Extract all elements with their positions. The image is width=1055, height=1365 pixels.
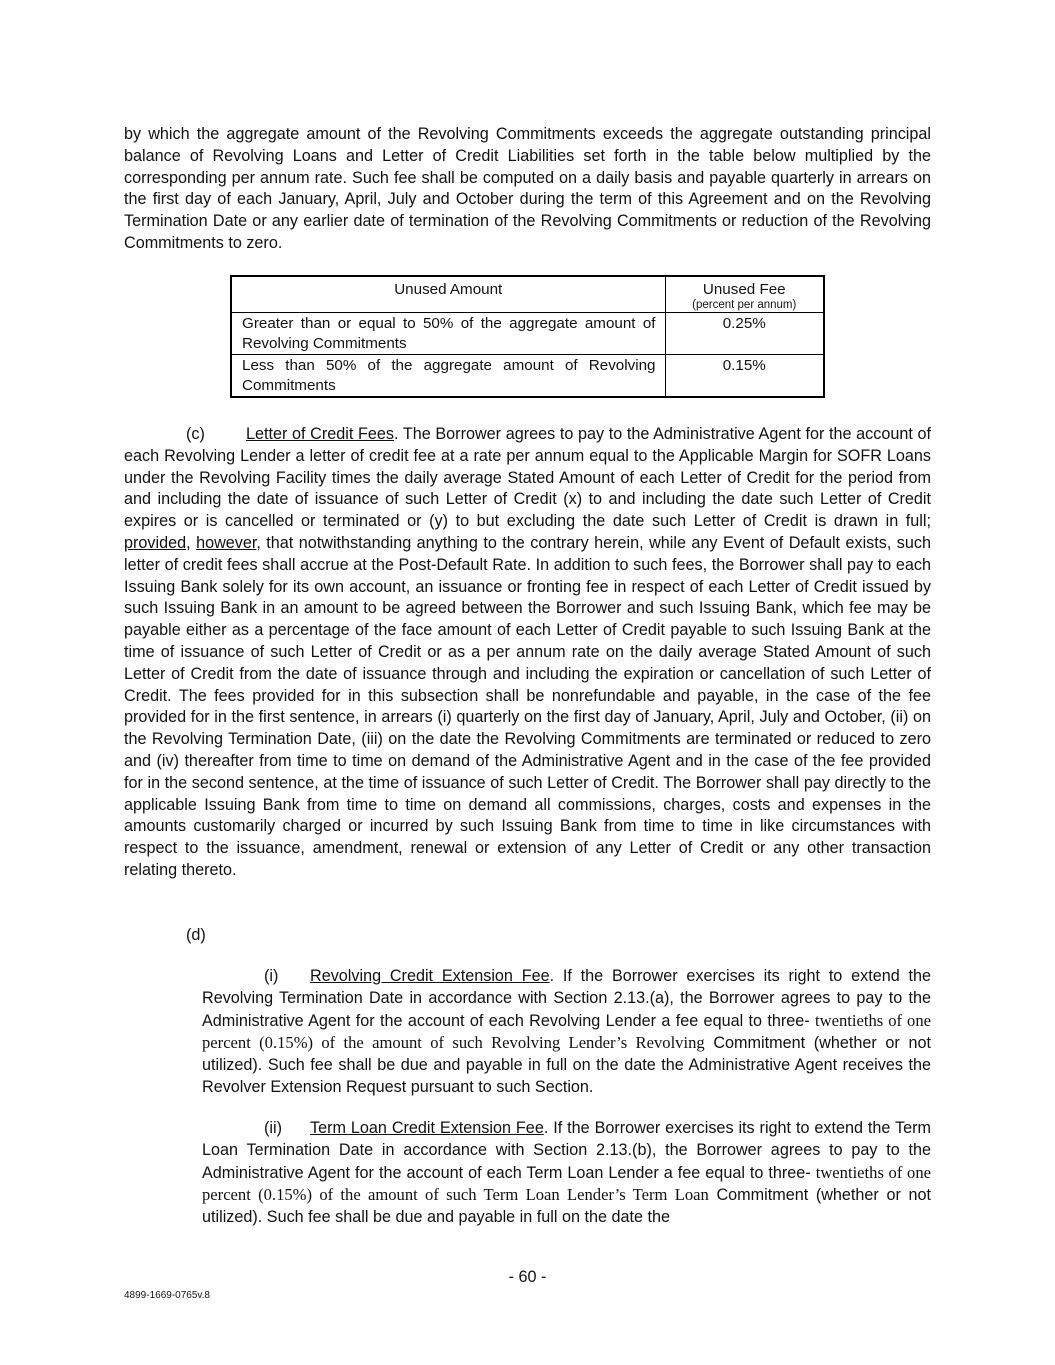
however-term: however [196, 533, 257, 552]
section-d-i-text-serif: twentieths of one percent (0.15%) of the amount of such Revolving Lender’s Revolving [202, 1010, 931, 1053]
table-row [231, 313, 824, 355]
section-d-label: (d) [186, 926, 206, 944]
row-label: Less than 50% of the aggregate amount of Revolving Commitments [231, 355, 665, 398]
section-d-i-paragraph [202, 966, 931, 1099]
section-c-title: Letter of Credit Fees [246, 425, 394, 443]
document-id: 4899-1669-0765v.8 [124, 1290, 210, 1301]
section-d-ii-text-serif: twentieths of one percent (0.15%) of the amount of such Term Loan Lender’s Term Loan [202, 1162, 931, 1205]
section-d-ii-label: (ii) [264, 1119, 282, 1137]
section-d-ii-text-2: Commitment (whether or not utilized). Such fee shall be due and payable in full on the date the [202, 1186, 931, 1227]
section-d-ii-text-1: . If the Borrower exercises its right to extend the Term Loan Termination Date in accordance with Section 2.13.(b), the Borrower agrees to pay to the Administrative Agent for the account of each Term Loan Lender a fee equal to three- [202, 1119, 932, 1182]
provided-term: provided [124, 533, 187, 552]
section-d-i-title: Revolving Credit Extension Fee [310, 967, 550, 985]
row-label: Greater than or equal to 50% of the aggregate amount of Revolving Commitments [231, 313, 665, 355]
table-row [231, 355, 824, 398]
header-unused-amount: Unused Amount [231, 276, 665, 313]
section-d-i-text-2: Commitment (whether or not utilized). Such fee shall be due and payable in full on the date the Administrative Agent receives the Revolver Extension Request pursuant to such Section. [202, 1034, 931, 1096]
header-unused-fee-label: Unused Fee [702, 281, 786, 298]
page-number: - 60 - [508, 1268, 547, 1286]
section-d-i-text-1: . If the Borrower exercises its right to extend the Revolving Termination Date in accordance with Section 2.13.(a), the Borrower agrees to pay to the Administrative Agent for the account of each Revolving Lender a fee equal to three- [202, 967, 931, 1030]
row-value: 0.15% [665, 355, 824, 398]
section-d-i-label: (i) [264, 967, 279, 985]
row-value: 0.25% [665, 313, 824, 355]
unused-fee-table [230, 275, 825, 398]
section-c-text-2: , that notwithstanding anything to the contrary herein, while any Event of Default exists, such letter of credit fees shall accrue at the Post-Default Rate. In addition to such fees, the Borrower shall pay to each Issuing Bank solely for its own account, an issuance or fronting fee in respect of each Letter of Credit issued by such Issuing Bank in an amount to be agreed between the Borrower and such Issuing Bank, which fee may be payable either as a percentage of the face amount of each Letter of Credit payable to such Issuing Bank at the time of issuance of such Letter of Credit or as a per annum rate on the daily average Stated Amount of such Letter of Credit from the date of issuance through and including the expiration or cancellation of such Letter of Credit. The fees provided for in this subsection shall be nonrefundable and payable, in the case of the fee provided for in the first sentence, in arrears (i) quarterly on the first day of January, April, July and October, (ii) on the Revolving Termination Date, (iii) on the date the Revolving Commitments are terminated or reduced to zero and (iv) thereafter from time to time on demand of the Administrative Agent and in the case of the fee provided for in the second sentence, at the time of issuance of such Letter of Credit. The Borrower shall pay directly to the applicable Issuing Bank from time to time on demand all commissions, charges, costs and expenses in the amounts customarily charged or incurred by such Issuing Bank from time to time in like circumstances with respect to the issuance, amendment, renewal or extension of any Letter of Credit or any other transaction relating thereto. [124, 533, 931, 879]
header-unused-fee [665, 276, 824, 313]
intro-paragraph: by which the aggregate amount of the Revolving Commitments exceeds the aggregate outstanding principal balance of Revolving Loans and Letter of Credit Liabilities set forth in the table below multiplied by the corresponding per annum rate. Such fee shall be computed on a daily basis and payable quarterly in arrears on the first day of each January, April, July and October during the term of this Agreement and on the Revolving Termination Date or any earlier date of termination of the Revolving Commitments or reduction of the Revolving Commitments to zero. [124, 125, 931, 252]
section-c-label: (c) [186, 425, 205, 443]
table-header-row [231, 276, 824, 313]
section-c-paragraph [124, 424, 931, 882]
section-c-text-1: . The Borrower agrees to pay to the Administrative Agent for the account of each Revolving Lender a letter of credit fee at a rate per annum equal to the Applicable Margin for SOFR Loans under the Revolving Facility times the daily average Stated Amount of each Letter of Credit for the period from and including the date of issuance of such Letter of Credit (x) to and including the date such Letter of Credit expires or is cancelled or terminated or (y) to but excluding the date such Letter of Credit is drawn in full; [124, 425, 931, 531]
header-unused-fee-sublabel: (percent per annum) [692, 299, 797, 311]
section-c-comma: , [186, 533, 197, 552]
section-d-ii-title: Term Loan Credit Extension Fee [310, 1119, 544, 1137]
section-d-ii-paragraph [202, 1118, 931, 1229]
